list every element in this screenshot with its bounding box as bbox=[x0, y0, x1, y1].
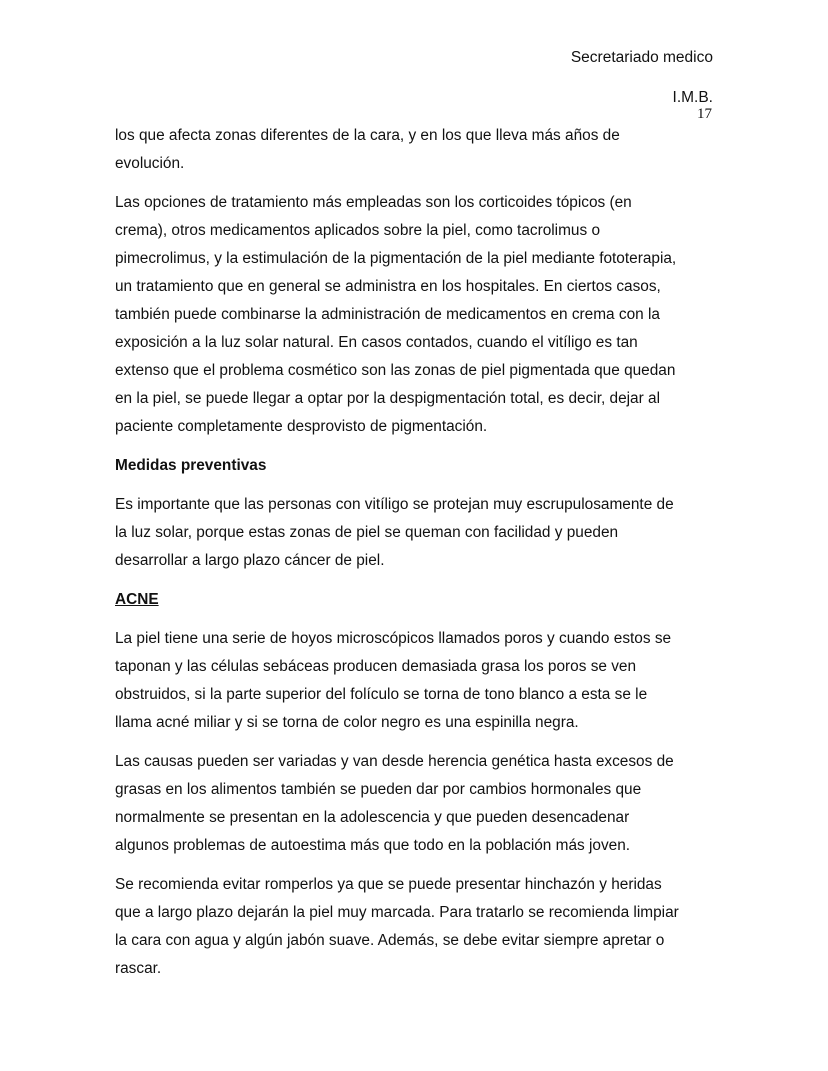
paragraph-medidas bbox=[115, 491, 715, 575]
text-line: que a largo plazo dejarán la piel muy marcada. Para tratarlo se recomienda limpiar bbox=[115, 904, 679, 921]
text-line: desarrollar a largo plazo cáncer de piel. bbox=[115, 552, 385, 569]
text-line: también puede combinarse la administración de medicamentos en crema con la bbox=[115, 306, 660, 323]
text-line: llama acné miliar y si se torna de color negro es una espinilla negra. bbox=[115, 714, 579, 731]
paragraph-acne-pores bbox=[115, 625, 715, 737]
text-line: pimecrolimus, y la estimulación de la pigmentación de la piel mediante fototerapia, bbox=[115, 250, 677, 267]
text-line: rascar. bbox=[115, 960, 162, 977]
text-line: los que afecta zonas diferentes de la cara, y en los que lleva más años de bbox=[115, 127, 620, 144]
text-line: algunos problemas de autoestima más que todo en la población más joven. bbox=[115, 837, 631, 854]
text-line: la cara con agua y algún jabón suave. Además, se debe evitar siempre apretar o bbox=[115, 932, 665, 949]
header-org: I.M.B. bbox=[672, 89, 713, 106]
heading-acne: ACNE bbox=[115, 591, 159, 608]
paragraph-continuation bbox=[115, 122, 715, 178]
text-line: Se recomienda evitar romperlos ya que se puede presentar hinchazón y heridas bbox=[115, 876, 662, 893]
text-line: taponan y las células sebáceas producen demasiada grasa los poros se ven bbox=[115, 658, 637, 675]
text-line: evolución. bbox=[115, 155, 185, 172]
text-line: paciente completamente desprovisto de pigmentación. bbox=[115, 418, 488, 435]
text-line: Las opciones de tratamiento más empleadas son los corticoides tópicos (en bbox=[115, 194, 632, 211]
text-line: exposición a la luz solar natural. En casos contados, cuando el vitíligo es tan bbox=[115, 334, 638, 351]
text-line: La piel tiene una serie de hoyos microscópicos llamados poros y cuando estos se bbox=[115, 630, 672, 647]
paragraph-acne-recommendations bbox=[115, 871, 715, 983]
text-line: crema), otros medicamentos aplicados sobre la piel, como tacrolimus o bbox=[115, 222, 601, 239]
text-line: extenso que el problema cosmético son las zonas de piel pigmentada que quedan bbox=[115, 362, 676, 379]
header-title: Secretariado medico bbox=[570, 49, 713, 66]
text-line: Las causas pueden ser variadas y van desde herencia genética hasta excesos de bbox=[115, 753, 674, 770]
text-line: normalmente se presentan en la adolescencia y que pueden desencadenar bbox=[115, 809, 630, 826]
paragraph-treatment-options bbox=[115, 189, 715, 441]
text-line: la luz solar, porque estas zonas de piel se queman con facilidad y pueden bbox=[115, 524, 619, 541]
text-line: en la piel, se puede llegar a optar por la despigmentación total, es decir, dejar al bbox=[115, 390, 660, 407]
document-body bbox=[115, 122, 715, 994]
page-number: 17 bbox=[697, 106, 712, 122]
heading-medidas-preventivas: Medidas preventivas bbox=[115, 457, 267, 474]
text-line: un tratamiento que en general se administra en los hospitales. En ciertos casos, bbox=[115, 278, 661, 295]
text-line: grasas en los alimentos también se pueden dar por cambios hormonales que bbox=[115, 781, 642, 798]
text-line: Es importante que las personas con vitíligo se protejan muy escrupulosamente de bbox=[115, 496, 674, 513]
text-line: obstruidos, si la parte superior del folículo se torna de tono blanco a esta se le bbox=[115, 686, 648, 703]
paragraph-acne-causes bbox=[115, 748, 715, 860]
